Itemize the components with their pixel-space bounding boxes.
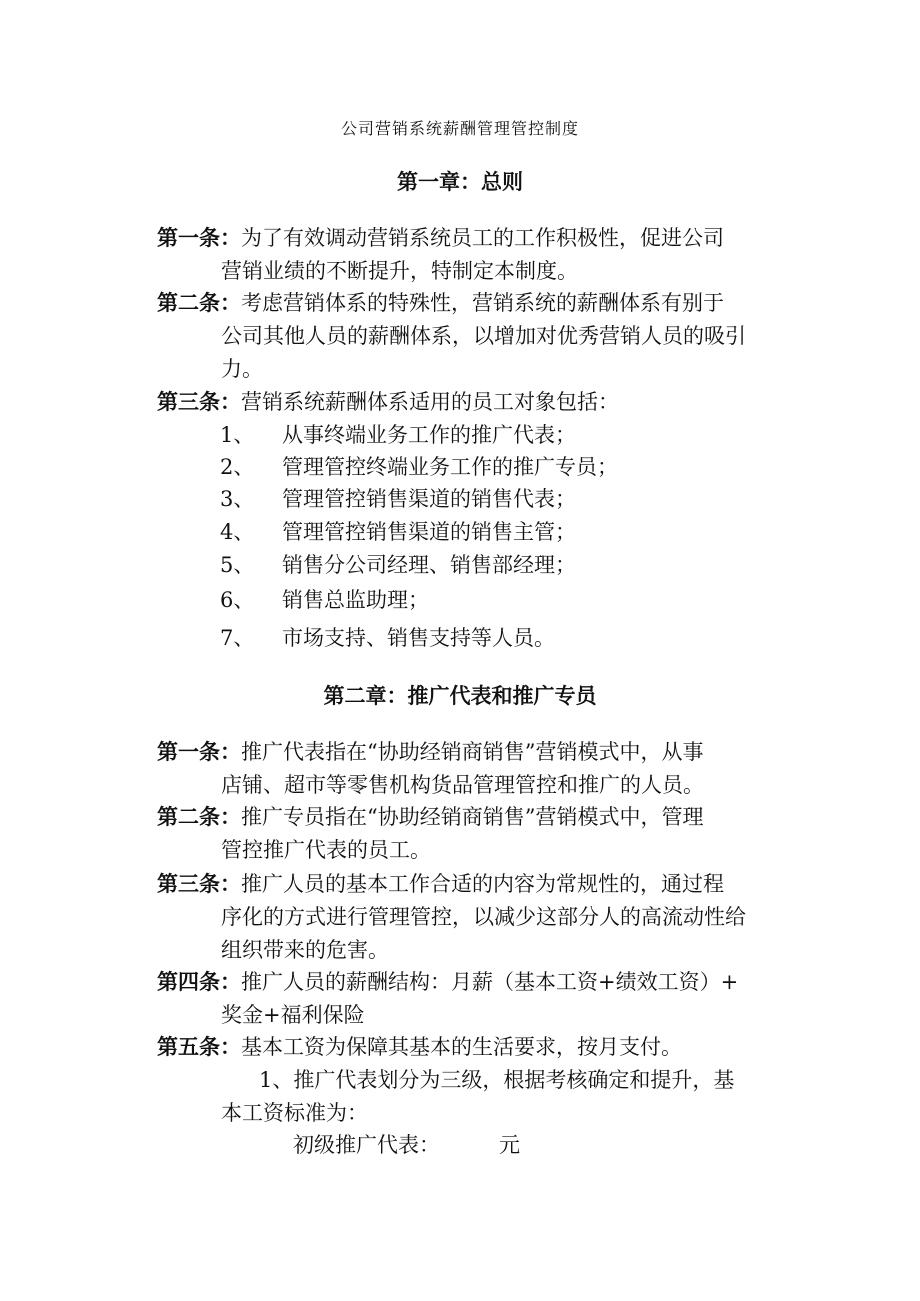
article-label: 第一条： — [157, 740, 241, 764]
article-text: 力。 — [221, 357, 263, 381]
chapter-2-article-5 — [157, 1031, 789, 1064]
list-item: 3、 管理管控销售渠道的销售代表； — [220, 487, 576, 511]
chapter-2-heading: 第二章：推广代表和推广专员 — [323, 684, 597, 708]
list-item: 2、 管理管控终端业务工作的推广专员； — [220, 455, 618, 479]
list-item: 6、 销售总监助理； — [220, 588, 429, 612]
grade-unit: 元 — [499, 1133, 520, 1157]
article-text: 营销业绩的不断提升，特制定本制度。 — [221, 259, 578, 283]
article-text: 基本工资为保障其基本的生活要求，按月支付。 — [241, 1035, 682, 1059]
article-label: 第四条： — [157, 970, 241, 994]
article-text: 管控推广代表的员工。 — [221, 838, 431, 862]
article-label: 第五条： — [157, 1035, 241, 1059]
grade-row — [293, 1129, 440, 1162]
article-label: 第三条： — [157, 390, 241, 414]
chapter-1-article-1 — [157, 222, 789, 288]
article-label: 第二条： — [157, 291, 241, 315]
chapter-1-article-3 — [157, 386, 789, 419]
list-item: 7、 市场支持、销售支持等人员。 — [220, 626, 555, 650]
article-text: 推广人员的薪酬结构：月薪（基本工资+绩效工资）+ — [241, 970, 739, 994]
list-item: 1、 从事终端业务工作的推广代表； — [220, 423, 576, 447]
article-text: 考虑营销体系的特殊性，营销系统的薪酬体系有别于 — [241, 291, 724, 315]
list-item: 4、 管理管控销售渠道的销售主管； — [220, 520, 576, 544]
article-text: 组织带来的危害。 — [221, 938, 389, 962]
article-text: 推广代表指在“协助经销商销售”营销模式中，从事 — [241, 740, 704, 764]
article-text: 为了有效调动营销系统员工的工作积极性，促进公司 — [241, 226, 724, 250]
document-title: 公司营销系统薪酬管理管控制度 — [340, 119, 579, 138]
chapter-2-article-4 — [157, 966, 789, 1032]
article-label: 第一条： — [157, 226, 241, 250]
chapter-1-article-2 — [157, 287, 789, 386]
article-text: 店铺、超市等零售机构货品管理管控和推广的人员。 — [221, 773, 704, 797]
article-label: 第三条： — [157, 872, 241, 896]
sub-clause-1: 1、推广代表划分为三级，根据考核确定和提升，基 — [259, 1068, 735, 1092]
article-label: 第二条： — [157, 805, 241, 829]
chapter-2-article-1 — [157, 736, 789, 802]
chapter-2-article-2 — [157, 801, 789, 867]
article-text: 公司其他人员的薪酬体系，以增加对优秀营销人员的吸引 — [221, 324, 746, 348]
article-text: 序化的方式进行管理管控，以减少这部分人的高流动性给 — [221, 905, 746, 929]
chapter-2-article-3 — [157, 868, 789, 967]
list-item: 5、 销售分公司经理、销售部经理； — [220, 553, 576, 577]
sub-clause-1-cont: 本工资标准为： — [221, 1101, 368, 1125]
article-text: 推广人员的基本工作合适的内容为常规性的，通过程 — [241, 872, 724, 896]
article-text: 推广专员指在“协助经销商销售”营销模式中，管理 — [241, 805, 704, 829]
article-text: 奖金+福利保险 — [221, 1003, 365, 1027]
chapter-1-heading: 第一章：总则 — [397, 170, 523, 194]
article-text: 营销系统薪酬体系适用的员工对象包括： — [241, 390, 619, 414]
grade-label: 初级推广代表： — [293, 1133, 440, 1157]
